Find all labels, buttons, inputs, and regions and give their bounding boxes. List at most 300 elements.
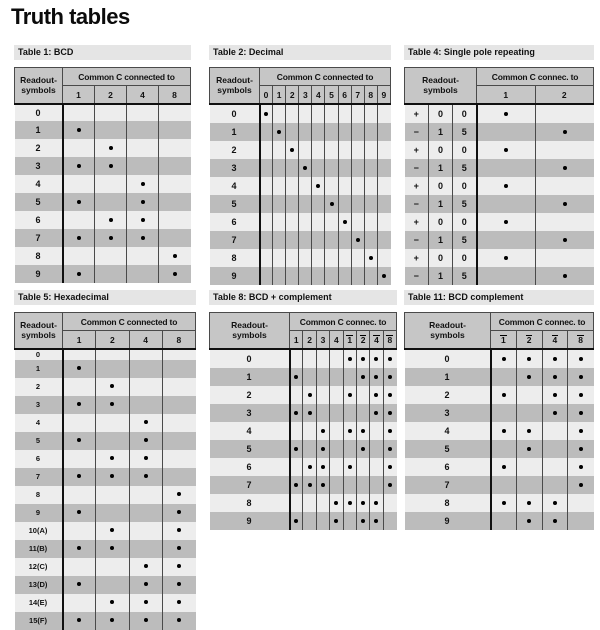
dot-cell [63,450,96,468]
dot-cell [377,177,390,195]
dot-cell [162,558,195,576]
dot-cell [343,404,356,422]
dot-cell [377,104,390,123]
column-header [95,86,127,105]
readout-header-line: symbols [232,329,267,340]
column-label-overlined: 2 [526,334,532,345]
readout-cell: + [413,217,419,227]
dot-cell [260,177,273,195]
dot-marker [374,393,378,397]
group-header: Common C connec. to [290,313,397,331]
dot-cell [290,404,303,422]
dot-cell [129,540,162,558]
dot-marker [579,429,583,433]
dot-marker [553,411,557,415]
dot-marker [294,375,298,379]
table-row [15,396,196,414]
dot-cell [491,494,517,512]
dot-cell [63,576,96,594]
dot-cell [95,121,127,139]
dot-marker [374,519,378,523]
dot-cell [377,231,390,249]
readout-cell: 9 [210,267,260,285]
readout-cell: 0 [429,177,453,195]
dot-cell [260,213,273,231]
dot-marker [579,375,583,379]
dot-cell [63,468,96,486]
dot-cell [286,213,299,231]
readout-cell: 9 [15,504,63,522]
dot-cell [303,386,316,404]
readout-cell: 7 [210,231,260,249]
dot-marker [527,429,531,433]
truth-table [209,312,397,530]
dot-cell [370,440,383,458]
dot-cell [325,123,338,141]
truth-table [14,312,196,630]
dot-cell [303,368,316,386]
dot-cell [127,265,159,283]
readout-cell: 5 [453,195,477,213]
readout-cell: 5 [453,159,477,177]
dot-cell [370,349,383,368]
dot-cell [516,440,542,458]
dot-cell [95,157,127,175]
readout-cell: 5 [405,440,491,458]
dot-cell [364,195,377,213]
dot-cell [290,386,303,404]
readout-cell: 3 [15,157,63,175]
dot-cell [290,458,303,476]
dot-cell [162,432,195,450]
table-row [15,265,191,283]
dot-cell [535,195,594,213]
dot-cell [95,139,127,157]
dot-cell [273,213,286,231]
dot-marker [77,402,81,406]
dot-cell [542,458,568,476]
table-row [15,558,196,576]
dot-marker [77,236,81,240]
dot-cell [542,494,568,512]
table-row [15,378,196,396]
dot-marker [77,546,81,550]
truth-table [404,67,594,285]
column-label: 4 [140,89,145,100]
dot-cell [477,141,535,159]
dot-marker [77,128,81,132]
column-header [542,331,568,350]
dot-cell [129,432,162,450]
readout-header-line: symbols [21,329,56,340]
dot-cell [299,123,312,141]
dot-cell [286,104,299,123]
dot-marker [553,519,557,523]
column-label: 8 [172,89,177,100]
dot-marker [361,429,365,433]
dot-marker [110,618,114,622]
table-row [210,213,391,231]
table-row [15,139,191,157]
readout-cell: 2 [210,386,290,404]
dot-marker [144,600,148,604]
column-header [330,331,343,350]
readout-cell: 0 [210,349,290,368]
readout-cell: 14(E) [15,594,63,612]
readout-cell: 8 [210,249,260,267]
dot-marker [388,483,392,487]
table-row [405,349,594,368]
dot-cell [377,267,390,285]
dot-marker [308,483,312,487]
dot-cell [516,386,542,404]
dot-cell [338,267,351,285]
dot-marker [502,357,506,361]
dot-cell [477,195,535,213]
dot-cell [129,612,162,630]
column-label: 6 [342,89,347,100]
table-row [15,360,196,378]
table-row [15,468,196,486]
readout-cell: 0 [429,213,453,231]
readout-cell: 5 [453,267,477,285]
dot-cell [351,104,364,123]
dot-cell [63,612,96,630]
dot-cell [260,231,273,249]
dot-cell [542,512,568,530]
dot-marker [348,465,352,469]
dot-marker [374,501,378,505]
dot-cell [364,177,377,195]
dot-marker [527,357,531,361]
dot-cell [356,404,369,422]
dot-cell [316,349,329,368]
dot-cell [516,422,542,440]
table-body [210,349,397,530]
dot-marker [177,546,181,550]
dot-cell [383,440,396,458]
column-label: 5 [329,89,334,100]
readout-cell: 10(A) [15,522,63,540]
readout-cell: 5 [453,231,477,249]
dot-cell [356,368,369,386]
column-header [63,86,95,105]
dot-cell [516,368,542,386]
table-row [210,104,391,123]
dot-cell [96,612,129,630]
readout-cell: − [413,199,419,209]
dot-marker [361,447,365,451]
dot-marker [334,519,338,523]
dot-cell [356,349,369,368]
dot-cell [568,440,594,458]
dot-marker [144,474,148,478]
dot-cell [260,104,273,123]
dot-cell [325,213,338,231]
dot-cell [477,104,535,123]
dot-cell [96,594,129,612]
dot-cell [377,141,390,159]
dot-cell [330,494,343,512]
table-row [405,123,594,141]
column-label: 8 [176,334,182,345]
table-row [405,231,594,249]
dot-marker [141,182,145,186]
readout-cell: + [413,181,419,191]
readout-cell: 0 [405,349,491,368]
dot-marker [563,274,567,278]
dot-cell [316,422,329,440]
dot-cell [312,123,325,141]
dot-cell [477,123,535,141]
dot-cell [535,213,594,231]
readout-cell: 4 [405,422,491,440]
dot-cell [129,468,162,486]
truth-table [14,67,191,283]
dot-cell [273,195,286,213]
dot-cell [63,247,95,265]
dot-cell [63,104,95,121]
column-header [377,86,390,105]
dot-cell [364,231,377,249]
dot-cell [273,177,286,195]
column-label-overlined: 8 [578,334,583,345]
dot-marker [144,420,148,424]
dot-cell [535,159,594,177]
column-label: 0 [263,89,269,100]
dot-marker [502,501,506,505]
dot-marker [504,112,508,116]
dot-cell [568,368,594,386]
dot-cell [299,213,312,231]
column-label: 2 [561,89,567,100]
dot-cell [364,213,377,231]
dot-cell [63,504,96,522]
dot-cell [356,386,369,404]
dot-cell [95,229,127,247]
readout-cell: − [413,163,419,173]
dot-cell [127,104,159,121]
column-header [299,86,312,105]
readout-header [405,313,491,350]
readout-cell: − [413,235,419,245]
readout-cell: 2 [15,378,63,396]
readout-cell: 8 [210,494,290,512]
dot-marker [77,200,81,204]
dot-cell [370,422,383,440]
dot-cell [491,368,517,386]
dot-marker [579,357,583,361]
dot-cell [316,386,329,404]
dot-cell [330,512,343,530]
column-label: 2 [307,334,312,345]
dot-cell [356,494,369,512]
dot-cell [129,558,162,576]
dot-cell [370,458,383,476]
readout-header-line: symbols [430,329,465,340]
dot-cell [343,512,356,530]
dot-cell [343,476,356,494]
dot-cell [127,211,159,229]
readout-cell: 1 [210,368,290,386]
dot-cell [356,476,369,494]
dot-cell [96,450,129,468]
dot-cell [316,368,329,386]
dot-cell [260,159,273,177]
dot-marker [110,456,114,460]
dot-marker [527,447,531,451]
truth-table-decimal [209,45,391,285]
dot-cell [568,494,594,512]
dot-cell [351,141,364,159]
dot-cell [330,404,343,422]
readout-cell: 0 [453,104,477,123]
readout-cell: 1 [405,368,491,386]
dot-marker [308,465,312,469]
readout-cell: 8 [15,486,63,504]
readout-header-line: Readout- [20,320,57,330]
dot-marker [348,393,352,397]
table-row [210,512,397,530]
dot-cell [286,267,299,285]
table-row [210,249,391,267]
table-header [405,68,594,105]
dot-cell [377,213,390,231]
readout-cell: 0 [429,141,453,159]
table-title: Table 4: Single pole repeating [404,45,594,60]
dot-cell [343,422,356,440]
table-body [405,349,594,530]
table-row [405,494,594,512]
dot-cell [63,121,95,139]
dot-cell [129,450,162,468]
dot-cell [516,404,542,422]
readout-cell: 1 [15,121,63,139]
dot-cell [351,213,364,231]
readout-cell: 8 [405,494,491,512]
dot-marker [110,546,114,550]
dot-marker [563,166,567,170]
dot-marker [177,528,181,532]
dot-cell [330,458,343,476]
dot-cell [338,231,351,249]
dot-cell [96,414,129,432]
readout-cell: 3 [210,404,290,422]
readout-cell: 2 [15,139,63,157]
dot-cell [477,213,535,231]
dot-marker [348,357,352,361]
table-row [15,414,196,432]
dot-marker [527,375,531,379]
dot-cell [96,522,129,540]
table-row [15,612,196,630]
dot-cell [63,211,95,229]
dot-marker [109,146,113,150]
table-row [405,249,594,267]
table-row [210,195,391,213]
dot-marker [334,501,338,505]
dot-cell [286,195,299,213]
dot-marker [388,411,392,415]
column-header [286,86,299,105]
dot-marker [141,218,145,222]
table-title: Table 8: BCD + complement [209,290,397,305]
readout-cell: 3 [15,396,63,414]
dot-cell [159,211,191,229]
dot-cell [159,193,191,211]
dot-cell [535,104,594,123]
dot-cell [286,177,299,195]
dot-marker [294,447,298,451]
dot-cell [260,195,273,213]
dot-cell [316,404,329,422]
column-label: 4 [333,334,339,345]
readout-cell: 5 [210,440,290,458]
dot-cell [377,123,390,141]
dot-cell [290,368,303,386]
column-label: 3 [302,89,308,100]
dot-cell [303,476,316,494]
dot-marker [144,456,148,460]
column-label: 2 [289,89,295,100]
dot-cell [370,512,383,530]
readout-cell: 11(B) [15,540,63,558]
dot-cell [95,175,127,193]
group-header: Common C connected to [63,313,196,331]
dot-cell [364,267,377,285]
dot-cell [477,267,535,285]
dot-cell [312,231,325,249]
dot-cell [303,512,316,530]
table-row [15,247,191,265]
dot-cell [159,121,191,139]
dot-cell [351,177,364,195]
readout-header-line: Readout- [429,320,466,330]
column-header [290,331,303,350]
readout-cell: 1 [429,123,453,141]
dot-cell [312,213,325,231]
table-title: Table 2: Decimal [209,45,391,60]
dot-marker [77,510,81,514]
dot-cell [330,476,343,494]
truth-table-hexadecimal [14,290,196,630]
readout-cell: 2 [210,141,260,159]
dot-marker [348,501,352,505]
table-row [405,458,594,476]
dot-cell [351,249,364,267]
readout-cell: 6 [15,211,63,229]
dot-cell [356,422,369,440]
column-header [516,331,542,350]
column-header [129,331,162,350]
dot-cell [491,458,517,476]
dot-cell [299,267,312,285]
dot-marker [504,256,508,260]
dot-cell [96,576,129,594]
dot-cell [338,141,351,159]
dot-cell [96,432,129,450]
readout-cell: 1 [429,159,453,177]
dot-marker [177,492,181,496]
readout-cell: 7 [405,476,491,494]
dot-marker [502,429,506,433]
dot-marker [388,429,392,433]
dot-cell [162,414,195,432]
dot-cell [63,396,96,414]
dot-cell [364,141,377,159]
dot-marker [388,357,392,361]
table-header [15,313,196,350]
